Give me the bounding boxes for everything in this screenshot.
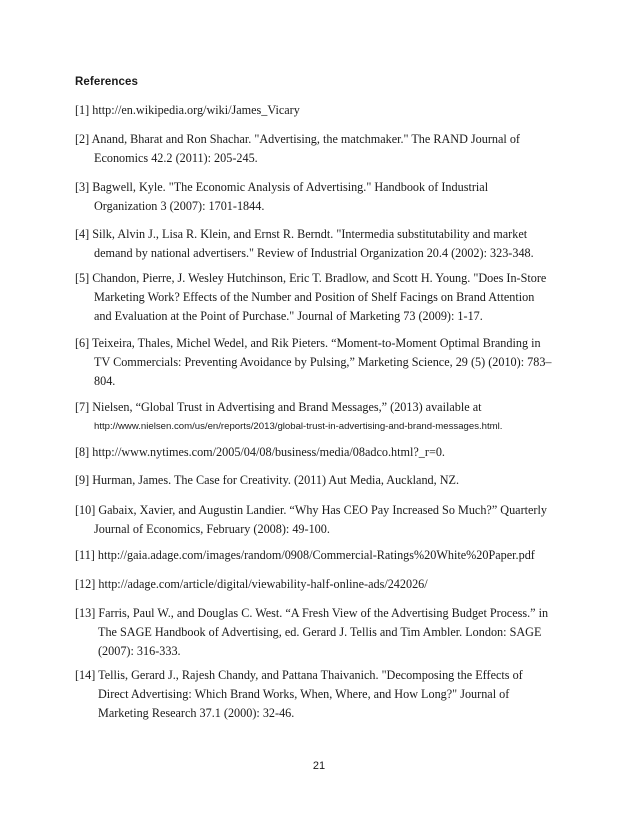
reference-5 (75, 269, 575, 326)
reference-8 (75, 443, 575, 462)
reference-line: [9] Hurman, James. The Case for Creativity. (2011) Aut Media, Auckland, NZ. (75, 473, 460, 487)
reference-line[interactable]: [11] http://gaia.adage.com/images/random/0908/Commercial-Ratings%20White%20Paper.pdf (75, 548, 535, 562)
reference-9 (75, 471, 575, 490)
reference-line: Organization 3 (2007): 1701-1844. (94, 199, 265, 213)
reference-line: The SAGE Handbook of Advertising, ed. Gerard J. Tellis and Tim Ambler. London: SAGE (98, 625, 542, 639)
reference-4 (75, 225, 575, 263)
page-number: 21 (312, 760, 326, 772)
reference-line: [2] Anand, Bharat and Ron Shachar. "Advertising, the matchmaker." The RAND Journal of (75, 132, 520, 146)
reference-line: Marketing Research 37.1 (2000): 32-46. (98, 706, 295, 720)
reference-line: [13] Farris, Paul W., and Douglas C. West. “A Fresh View of the Advertising Budget Process.” in (75, 606, 549, 620)
reference-line: TV Commercials: Preventing Avoidance by Pulsing,” Marketing Science, 29 (5) (2010): 783– (94, 355, 552, 369)
reference-url[interactable]: http://www.nielsen.com/us/en/reports/2013/global-trust-in-advertising-and-brand-messages.html. (94, 421, 503, 432)
reference-line: [14] Tellis, Gerard J., Rajesh Chandy, and Pattana Thaivanich. "Decomposing the Effects of (75, 668, 523, 682)
reference-line: and Evaluation at the Point of Purchase." Journal of Marketing 73 (2009): 1-17. (94, 309, 483, 323)
reference-11 (75, 546, 575, 565)
reference-3 (75, 178, 575, 216)
reference-6 (75, 334, 575, 391)
reference-line: [4] Silk, Alvin J., Lisa R. Klein, and Ernst R. Berndt. "Intermedia substitutability and market (75, 227, 528, 241)
reference-2 (75, 130, 575, 168)
reference-line[interactable]: [8] http://www.nytimes.com/2005/04/08/business/media/08adco.html?_r=0. (75, 445, 445, 459)
reference-line: [5] Chandon, Pierre, J. Wesley Hutchinson, Eric T. Bradlow, and Scott H. Young. "Does In-Store (75, 271, 547, 285)
reference-12 (75, 575, 575, 594)
reference-line: [3] Bagwell, Kyle. "The Economic Analysis of Advertising." Handbook of Industrial (75, 180, 489, 194)
reference-line: (2007): 316-333. (98, 644, 181, 658)
reference-line[interactable]: [12] http://adage.com/article/digital/viewability-half-online-ads/242026/ (75, 577, 428, 591)
reference-10 (75, 501, 575, 539)
reference-13 (75, 604, 575, 661)
reference-line[interactable]: [1] http://en.wikipedia.org/wiki/James_Vicary (75, 103, 300, 117)
references-heading: References (75, 76, 139, 88)
reference-14 (75, 666, 575, 723)
reference-7 (75, 398, 575, 436)
reference-line: Journal of Economics, February (2008): 49-100. (94, 522, 330, 536)
reference-line: [7] Nielsen, “Global Trust in Advertising and Brand Messages,” (2013) available at (75, 400, 482, 414)
reference-line: 804. (94, 374, 116, 388)
reference-line: Economics 42.2 (2011): 205-245. (94, 151, 258, 165)
reference-line: [6] Teixeira, Thales, Michel Wedel, and Rik Pieters. “Moment-to-Moment Optimal Branding in (75, 336, 541, 350)
reference-line: Marketing Work? Effects of the Number and Position of Shelf Facings on Brand Attention (94, 290, 535, 304)
reference-line: demand by national advertisers." Review of Industrial Organization 20.4 (2002): 323-348. (94, 246, 534, 260)
reference-line: [10] Gabaix, Xavier, and Augustin Landier. “Why Has CEO Pay Increased So Much?” Quarterly (75, 503, 547, 517)
reference-line: Direct Advertising: Which Brand Works, When, Where, and How Long?" Journal of (98, 687, 510, 701)
reference-1 (75, 101, 575, 120)
